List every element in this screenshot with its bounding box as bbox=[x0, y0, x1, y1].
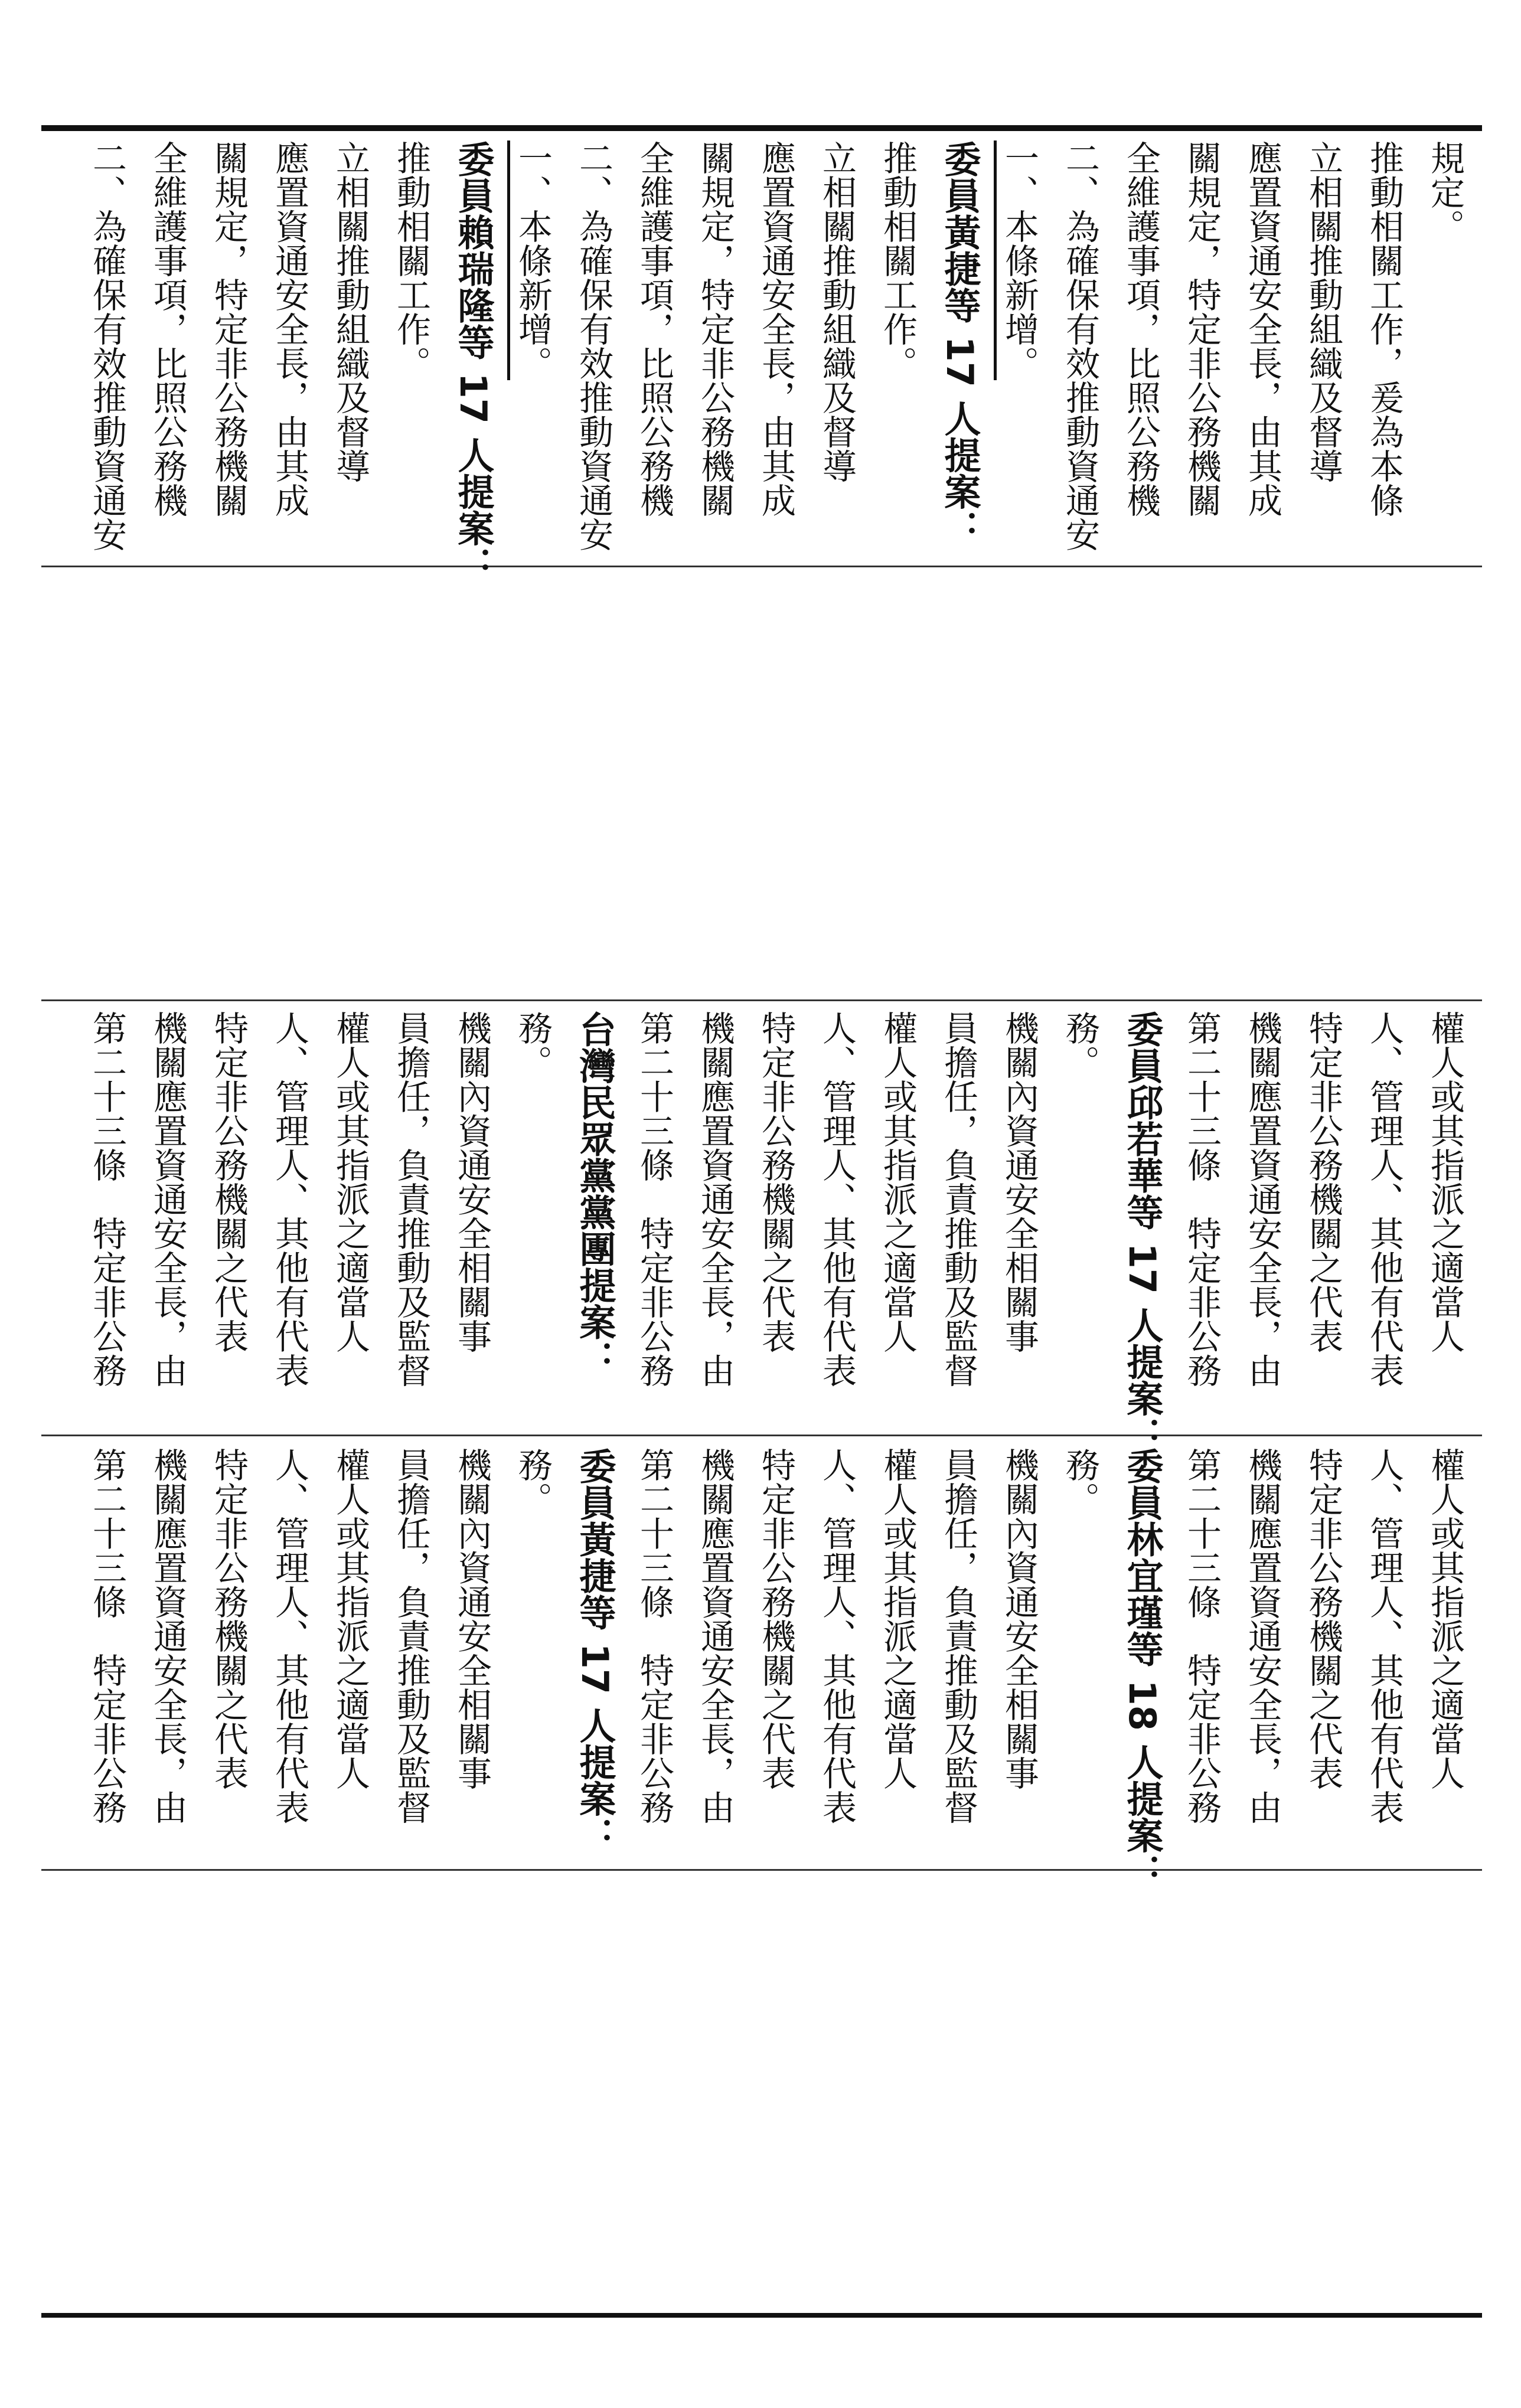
right-block-column: 推動相關工作。 bbox=[391, 141, 431, 380]
right-block-column: 全維護事項，比照公務機 bbox=[148, 141, 188, 517]
right-block-column: 規定。 bbox=[1425, 141, 1465, 243]
right-block-column: 立相關推動組織及督導 bbox=[1303, 141, 1343, 483]
middle-block-top-rule bbox=[41, 999, 1482, 1001]
right-block-column: 應置資通安全長，由其成 bbox=[756, 141, 796, 517]
left-block-column: 人、管理人、其他有代表 bbox=[1364, 1448, 1404, 1824]
middle-block-column: 員擔任，負責推動及監督 bbox=[391, 1011, 431, 1387]
left-block-column: 特定非公務機關之代表 bbox=[208, 1448, 249, 1790]
middle-block-column: 務。 bbox=[513, 1011, 553, 1079]
left-block-column: 委員林宜瑾等 18 人提案： bbox=[1121, 1448, 1164, 1890]
right-block-column: 關規定，特定非公務機關 bbox=[208, 141, 249, 517]
right-block-column: 二、為確保有效推動資通安 bbox=[1060, 141, 1100, 551]
middle-block-column: 特定非公務機關之代表 bbox=[756, 1011, 796, 1353]
left-block-column: 機關應置資通安全長，由 bbox=[1242, 1448, 1282, 1824]
right-block-column: 立相關推動組織及督導 bbox=[817, 141, 857, 483]
middle-block-column: 人、管理人、其他有代表 bbox=[1364, 1011, 1404, 1387]
right-block-column: 關規定，特定非公務機關 bbox=[1181, 141, 1222, 517]
left-block-bottom-rule bbox=[41, 1869, 1482, 1871]
middle-block-column: 權人或其指派之適當人 bbox=[330, 1011, 370, 1353]
middle-block-column: 特定非公務機關之代表 bbox=[1303, 1011, 1343, 1353]
left-block-column: 機關應置資通安全長，由 bbox=[695, 1448, 735, 1824]
top-rule bbox=[41, 125, 1482, 131]
right-block-bottom-rule bbox=[41, 566, 1482, 567]
right-block-column: 二、為確保有效推動資通安 bbox=[573, 141, 613, 551]
right-block-column: 推動相關工作。 bbox=[877, 141, 918, 380]
left-block-column: 員擔任，負責推動及監督 bbox=[938, 1448, 978, 1824]
left-block-column: 第二十三條 特定非公務 bbox=[87, 1448, 127, 1824]
middle-block-column: 機關內資通安全相關事 bbox=[452, 1011, 492, 1353]
left-block-column: 人、管理人、其他有代表 bbox=[817, 1448, 857, 1824]
middle-block-column: 委員邱若華等 17 人提案： bbox=[1121, 1011, 1164, 1453]
right-block-column: 委員賴瑞隆等 17 人提案： bbox=[452, 141, 495, 583]
right-block-column: 全維護事項，比照公務機 bbox=[634, 141, 674, 517]
left-block-column: 機關內資通安全相關事 bbox=[999, 1448, 1039, 1790]
right-block-column: 應置資通安全長，由其成 bbox=[1242, 141, 1282, 517]
left-block-column: 人、管理人、其他有代表 bbox=[269, 1448, 309, 1824]
left-block-column: 務。 bbox=[513, 1448, 553, 1516]
right-block-column: 推動相關工作，爰為本條 bbox=[1364, 141, 1404, 517]
middle-block-column: 第二十三條 特定非公務 bbox=[634, 1011, 674, 1387]
left-block-column: 務。 bbox=[1060, 1448, 1100, 1516]
middle-block-column: 機關應置資通安全長，由 bbox=[1242, 1011, 1282, 1387]
right-block-column: 一、本條新增。 bbox=[999, 141, 1039, 380]
left-block-column: 特定非公務機關之代表 bbox=[756, 1448, 796, 1790]
middle-block-column: 第二十三條 特定非公務 bbox=[87, 1011, 127, 1387]
right-block-column: 委員黃捷等 17 人提案： bbox=[938, 141, 981, 547]
left-block-column: 特定非公務機關之代表 bbox=[1303, 1448, 1343, 1790]
right-block-column: 全維護事項，比照公務機 bbox=[1121, 141, 1161, 517]
middle-block-column: 特定非公務機關之代表 bbox=[208, 1011, 249, 1353]
middle-block-column: 機關內資通安全相關事 bbox=[999, 1011, 1039, 1353]
left-block-column: 權人或其指派之適當人 bbox=[1425, 1448, 1465, 1790]
middle-block-column: 員擔任，負責推動及監督 bbox=[938, 1011, 978, 1387]
left-block-column: 第二十三條 特定非公務 bbox=[634, 1448, 674, 1824]
middle-block-column: 人、管理人、其他有代表 bbox=[269, 1011, 309, 1387]
right-block-column: 應置資通安全長，由其成 bbox=[269, 141, 309, 517]
right-block-column: 二、為確保有效推動資通安 bbox=[87, 141, 127, 551]
right-block-column: 立相關推動組織及督導 bbox=[330, 141, 370, 483]
left-block-column: 權人或其指派之適當人 bbox=[330, 1448, 370, 1790]
left-block-column: 第二十三條 特定非公務 bbox=[1181, 1448, 1222, 1824]
left-block-column: 員擔任，負責推動及監督 bbox=[391, 1448, 431, 1824]
left-block-column: 權人或其指派之適當人 bbox=[877, 1448, 918, 1790]
middle-block-column: 權人或其指派之適當人 bbox=[877, 1011, 918, 1353]
middle-block-column: 務。 bbox=[1060, 1011, 1100, 1079]
bottom-rule bbox=[41, 2313, 1482, 2318]
right-block-column: 關規定，特定非公務機關 bbox=[695, 141, 735, 517]
middle-block-bottom-rule bbox=[41, 1435, 1482, 1436]
left-block-column: 機關內資通安全相關事 bbox=[452, 1448, 492, 1790]
middle-block-column: 權人或其指派之適當人 bbox=[1425, 1011, 1465, 1353]
middle-block-column: 第二十三條 特定非公務 bbox=[1181, 1011, 1222, 1387]
middle-block-column: 機關應置資通安全長，由 bbox=[148, 1011, 188, 1387]
middle-block-column: 人、管理人、其他有代表 bbox=[817, 1011, 857, 1387]
left-block-column: 機關應置資通安全長，由 bbox=[148, 1448, 188, 1824]
middle-block-column: 機關應置資通安全長，由 bbox=[695, 1011, 735, 1387]
middle-block-column: 台灣民眾黨黨團提案： bbox=[573, 1011, 616, 1377]
right-block-column: 一、本條新增。 bbox=[513, 141, 553, 380]
left-block-column: 委員黃捷等 17 人提案： bbox=[573, 1448, 616, 1854]
